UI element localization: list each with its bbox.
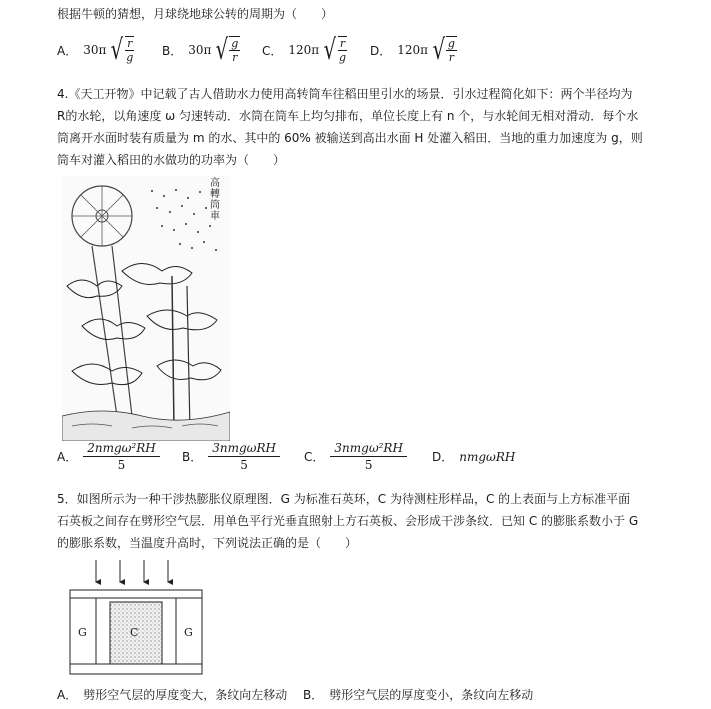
q3-stem: 根据牛顿的猜想，月球绕地球公转的周期为（ ） <box>57 7 334 21</box>
option-coef: 30π <box>188 43 212 57</box>
option-letter: C． <box>304 450 325 464</box>
q4-line-2: R的水轮，以角速度 ω 匀速转动．水筒在筒车上均匀排布，单位长度上有 n 个，与水轮间无相对滑动．每个水 <box>57 109 639 123</box>
sqrt-expression: √ $\frac{g}{r}$ <box>216 33 239 66</box>
frac-numerator: r <box>127 37 133 50</box>
option-coef: 120π <box>288 43 320 57</box>
q4-option-d[interactable] <box>432 448 515 465</box>
option-text: 劈形空气层的厚度变小，条纹向左移动 <box>329 688 534 702</box>
q4-line-4: 筒车对灌入稻田的水做功的功率为（ ） <box>57 153 286 167</box>
q3-options <box>57 33 457 66</box>
q5-line-2: 石英板之间存在劈形空气层．用单色平行光垂直照射上方石英板、会形成干涉条纹．已知 C 的膨胀系数小于 G <box>57 514 639 528</box>
frac-denominator: r <box>232 51 238 64</box>
fraction <box>330 440 407 473</box>
option-text: 劈形空气层的厚度变大，条纹向左移动 <box>83 688 288 702</box>
frac-denominator: 5 <box>240 458 248 472</box>
water-wheel-painting <box>62 176 230 441</box>
q3-option-c[interactable] <box>262 33 370 66</box>
frac-numerator: 3nmgω²RH <box>330 440 407 457</box>
fraction <box>208 440 280 473</box>
option-letter: C． <box>262 43 283 58</box>
label-g-right: G <box>184 626 193 639</box>
interference-dilatometer-diagram <box>62 560 210 680</box>
q4-line-3: 筒离开水面时装有质量为 m 的水、其中的 60% 被输送到高出水面 H 处灌入稻田．当地的重力加速度为 g，则 <box>57 131 643 145</box>
frac-numerator: g <box>447 37 455 50</box>
q3-option-d[interactable] <box>370 33 457 66</box>
q5-line-1: 5．如图所示为一种干涉热膨胀仪原理图．G 为标准石英环，C 为待测柱形样品，C 的上表面与上方标准平面 <box>57 492 631 506</box>
q4-option-b[interactable] <box>182 440 304 473</box>
painting-caption: 高轉筒車 <box>210 178 220 222</box>
option-coef: 120π <box>397 43 429 57</box>
option-letter: A． <box>57 688 78 702</box>
option-letter: D． <box>370 43 392 58</box>
q4-option-a[interactable] <box>57 440 182 473</box>
label-g-left: G <box>78 626 87 639</box>
q4-option-c[interactable] <box>304 440 432 473</box>
q3-option-b[interactable] <box>162 33 262 66</box>
fraction <box>83 440 160 473</box>
frac-numerator: g <box>231 37 239 50</box>
q5-line-3: 的膨胀系数，当温度升高时，下列说法正确的是（ ） <box>57 536 358 550</box>
frac-denominator: 5 <box>117 458 126 472</box>
sqrt-expression: √ $\frac{r}{g}$ <box>111 33 134 66</box>
option-coef: 30π <box>83 43 107 57</box>
frac-denominator: g <box>126 51 134 64</box>
option-letter: D． <box>432 450 454 464</box>
frac-numerator: r <box>339 37 346 50</box>
option-letter: B． <box>303 688 324 702</box>
q4-line-1: 4.《天工开物》中记载了古人借助水力使用高转筒车往稻田里引水的场景．引水过程简化如下：两个半径均为 <box>57 87 633 101</box>
q3-option-a[interactable] <box>57 33 162 66</box>
q5-options <box>57 686 533 703</box>
sqrt-expression: √ $\frac{g}{r}$ <box>432 33 455 66</box>
option-letter: B． <box>162 43 183 58</box>
option-expression: nmgωRH <box>459 449 516 464</box>
frac-numerator: 2nmgω²RH <box>83 440 160 457</box>
painting-illustration <box>62 176 230 441</box>
sqrt-expression: √ $\frac{r}{g}$ <box>323 33 347 66</box>
option-letter: B． <box>182 450 203 464</box>
frac-denominator: r <box>448 51 455 64</box>
option-letter: A． <box>57 450 78 464</box>
label-c: C <box>130 626 139 639</box>
frac-denominator: g <box>339 51 347 64</box>
option-letter: A． <box>57 43 78 58</box>
q5-option-b[interactable] <box>303 686 533 703</box>
dilatometer-svg <box>62 560 210 680</box>
frac-denominator: 5 <box>364 458 373 472</box>
frac-numerator: 3nmgωRH <box>208 440 280 457</box>
q5-option-a[interactable] <box>57 686 303 703</box>
q4-options <box>57 440 515 473</box>
